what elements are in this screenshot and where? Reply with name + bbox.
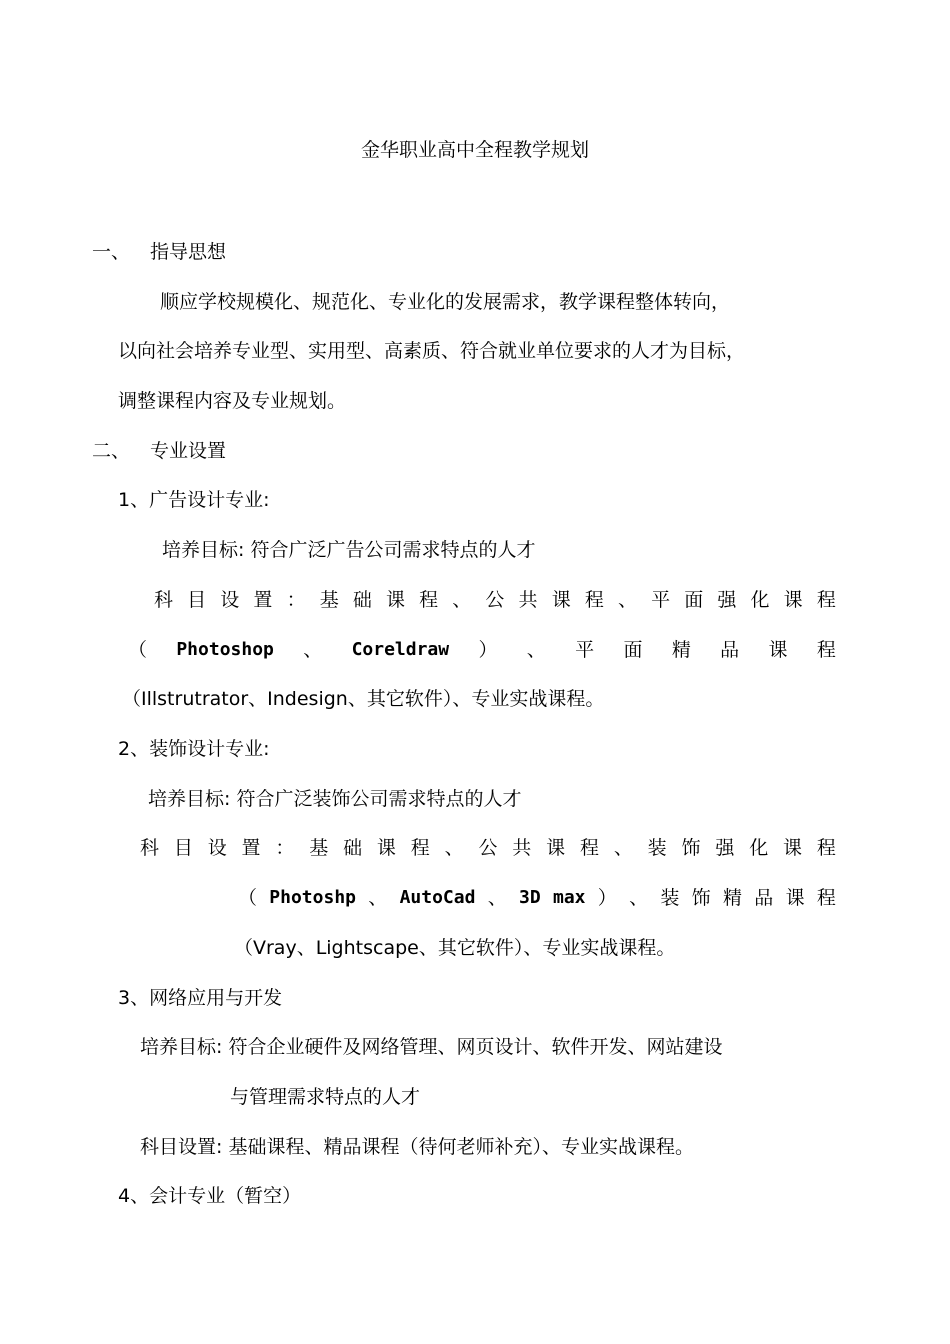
major-heading: 1、广告设计专业: [118,489,270,511]
paragraph-line: 以向社会培养专业型、实用型、高素质、符合就业单位要求的人才为目标， [118,340,746,362]
subjects-token: 程 [816,837,836,859]
subjects-token: 课 [385,589,405,611]
subjects-token: ） [597,887,617,909]
subjects-token: 程 [816,589,836,611]
subjects-token: 程 [584,589,604,611]
subjects-token: 程 [816,639,836,661]
subjects-token: 科 [154,589,174,611]
subjects-line [140,835,836,861]
subjects-token: 设 [220,589,240,611]
subjects-token: 科 [140,837,160,859]
subjects-token: 课 [546,837,566,859]
subjects-token: 共 [512,837,532,859]
training-goal: 与管理需求特点的人才 [230,1086,421,1108]
subjects-token: 品 [720,639,740,661]
subjects-token: 置 [253,589,273,611]
subjects-token: 置 [241,837,261,859]
subjects-token: （ [238,887,258,909]
subjects-token: 程 [816,887,836,909]
subjects-line: （Vray、Lightscape、其它软件）、专业实战课程。 [234,937,676,959]
subjects-token: 面 [623,639,643,661]
subjects-token: max [552,887,586,908]
subjects-token: 化 [749,837,769,859]
subjects-token: ） [478,639,498,661]
subjects-token: 共 [518,589,538,611]
paragraph-line: 调整课程内容及专业规划。 [118,390,347,412]
subjects-token: 平 [651,589,671,611]
subjects-token: ： [286,589,306,611]
section-heading: 指导思想 [150,241,227,263]
subjects-token: 强 [715,837,735,859]
subjects-token: Coreldraw [351,639,450,660]
major-heading: 3、网络应用与开发 [118,987,283,1009]
subjects-token: AutoCad [399,887,476,908]
subjects-token: 公 [478,837,498,859]
subjects-token: 设 [207,837,227,859]
subjects-token: 程 [410,837,430,859]
subjects-token: 、 [617,589,637,611]
subjects-token: 强 [717,589,737,611]
subjects-token: 装 [647,837,667,859]
subjects-token: ： [275,837,295,859]
section-heading: 专业设置 [150,440,227,462]
training-goal: 培养目标: 符合企业硬件及网络管理、网页设计、软件开发、网站建设 [140,1036,723,1058]
subjects-token: 饰 [691,887,711,909]
subjects-token: Photoshop [176,639,274,660]
section-number: 一、 [92,241,131,263]
section-number: 二、 [92,440,131,462]
subjects-token: 、 [629,887,649,909]
subjects-token: 课 [768,639,788,661]
subjects-token: 课 [785,887,805,909]
subjects-token: 饰 [681,837,701,859]
subjects-token: 精 [722,887,742,909]
subjects-token: 课 [551,589,571,611]
subjects-line [154,587,836,613]
subjects-token: 、 [613,837,633,859]
subjects-token: 面 [684,589,704,611]
subjects-token: 、 [526,639,546,661]
training-goal: 培养目标: 符合广泛装饰公司需求特点的人才 [148,788,522,810]
subjects-token: 程 [579,837,599,859]
subjects-token: 础 [352,589,372,611]
page-title: 金华职业高中全程教学规划 [360,139,589,161]
subjects-token: 课 [783,837,803,859]
training-goal: 培养目标: 符合广泛广告公司需求特点的人才 [162,539,536,561]
subjects-token: Photoshp [269,887,356,908]
subjects-token: 课 [783,589,803,611]
subjects-token: 、 [487,887,507,909]
subjects-token: 目 [187,589,207,611]
subjects-token: 品 [754,887,774,909]
subjects-token: 、 [444,837,464,859]
subjects-token: 目 [173,837,193,859]
subjects-token: 3D [519,887,541,908]
subjects-token: 化 [750,589,770,611]
subjects-token: 公 [485,589,505,611]
subjects-line: （Illstrutrator、Indesign、其它软件）、专业实战课程。 [122,688,605,710]
subjects-token: 础 [343,837,363,859]
subjects-line [238,885,836,911]
subjects-token: （ [128,639,148,661]
subjects-token: 程 [419,589,439,611]
subjects-token: 平 [575,639,595,661]
subjects-token: 、 [452,589,472,611]
subjects-token: 装 [660,887,680,909]
major-heading: 4、会计专业（暂空） [118,1185,302,1207]
subjects-token: 基 [319,589,339,611]
subjects-token: 、 [368,887,388,909]
subjects-line [128,637,836,663]
subjects-token: 、 [303,639,323,661]
subjects-token: 精 [671,639,691,661]
paragraph-line: 顺应学校规模化、规范化、专业化的发展需求，教学课程整体转向， [160,291,731,313]
subjects-line: 科目设置: 基础课程、精品课程（待何老师补充）、专业实战课程。 [140,1136,694,1158]
subjects-token: 基 [309,837,329,859]
major-heading: 2、装饰设计专业: [118,738,270,760]
subjects-token: 课 [376,837,396,859]
